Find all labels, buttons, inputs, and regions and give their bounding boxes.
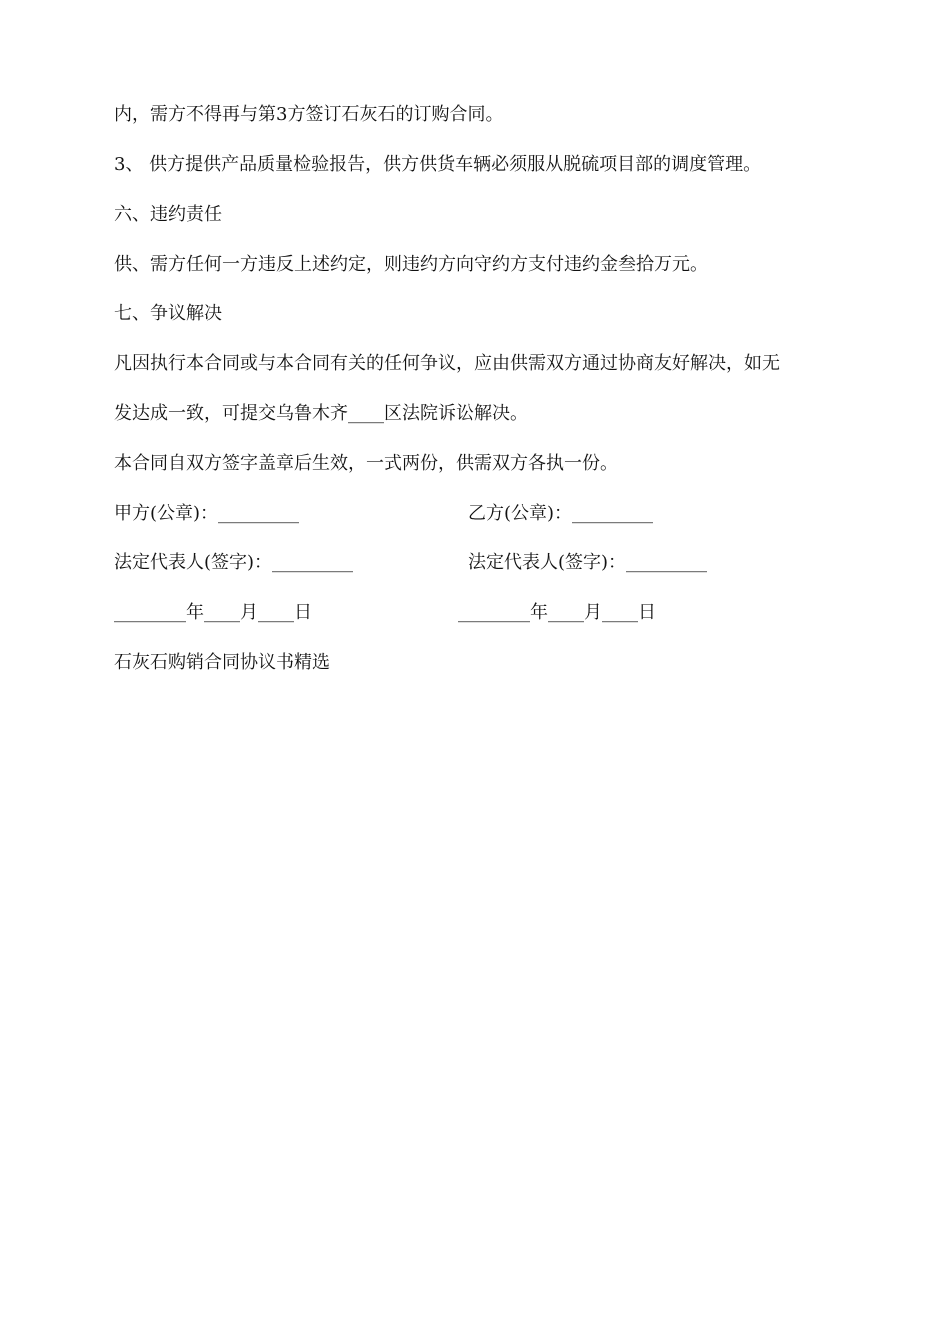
party-a-date: ________年____月____日 [114, 602, 312, 623]
effectiveness-clause: 本合同自双方签字盖章后生效，一式两份，供需双方各执一份。 [114, 453, 618, 474]
dispute-clause-line-1: 凡因执行本合同或与本合同有关的任何争议，应由供需双方通过协商友好解决，如无 [114, 353, 780, 374]
section-heading-breach: 六、违约责任 [114, 204, 222, 225]
party-a-representative: 法定代表人(签字)：_________ [114, 552, 354, 573]
footer-title: 石灰石购销合同协议书精选 [114, 652, 330, 673]
party-a-seal: 甲方(公章)：_________ [114, 503, 300, 524]
dispute-clause-line-2: 发达成一致，可提交乌鲁木齐____区法院诉讼解决。 [114, 403, 528, 424]
party-b-date: ________年____月____日 [458, 602, 656, 623]
party-b-representative: 法定代表人(签字)：_________ [468, 552, 708, 573]
section-heading-dispute: 七、争议解决 [114, 303, 222, 324]
paragraph-continuation: 内，需方不得再与第3方签订石灰石的订购合同。 [114, 104, 504, 125]
breach-clause: 供、需方任何一方违反上述约定，则违约方向守约方支付违约金叁拾万元。 [114, 254, 708, 275]
clause-3: 3、 供方提供产品质量检验报告，供方供货车辆必须服从脱硫项目部的调度管理。 [114, 154, 762, 175]
party-b-seal: 乙方(公章)：_________ [468, 503, 654, 524]
